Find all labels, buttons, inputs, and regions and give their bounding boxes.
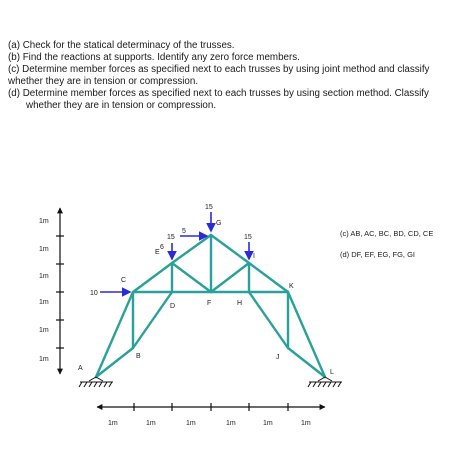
vertical-dim-6: 1m: [39, 356, 49, 363]
node-label-J: J: [276, 354, 280, 361]
node-label-C: C: [121, 277, 127, 284]
horizontal-dim-6: 1m: [301, 420, 311, 427]
node-label-H: H: [237, 300, 243, 307]
section-method-members: (d) DF, EF, EG, FG, GI: [340, 250, 416, 259]
vertical-dim-2: 1m: [39, 246, 49, 253]
member-FI: [211, 263, 249, 292]
load-label-I: 15: [244, 234, 252, 241]
node-label-L: L: [330, 369, 334, 376]
horizontal-dim-2: 1m: [146, 420, 156, 427]
question-b: (b) Find the reactions at supports. Identify any zero force members.: [8, 52, 300, 63]
question-a: (a) Check for the statical determinacy of the trusses.: [8, 40, 235, 51]
question-d-continued: whether they are in tension or compression.: [26, 100, 217, 111]
pin-support-L: [308, 377, 342, 387]
load-label-E: 6: [160, 244, 164, 251]
member-EF: [172, 263, 211, 292]
question-d: (d) Determine member forces as specified next to each trusses by using section method. Classify: [8, 88, 429, 99]
vertical-dim-4: 1m: [39, 299, 49, 306]
vertical-dim-3: 1m: [39, 273, 49, 280]
member-IK: [249, 263, 288, 292]
load-label-C: 10: [90, 290, 98, 297]
horizontal-dim-1: 1m: [108, 420, 118, 427]
horizontal-dimension-line: [97, 403, 325, 411]
vertical-dimension-line: [56, 208, 64, 374]
node-label-K: K: [289, 283, 294, 290]
node-label-G: G: [216, 220, 222, 227]
member-AC: [96, 292, 133, 377]
horizontal-dim-3: 1m: [186, 420, 196, 427]
node-label-I: I: [253, 253, 255, 260]
question-c: (c) Determine member forces as specified next to each trusses by using joint method and classify: [8, 64, 430, 75]
node-label-E: E: [155, 249, 160, 256]
horizontal-dim-5: 1m: [263, 420, 273, 427]
node-label-D: D: [170, 303, 176, 310]
member-CE: [133, 263, 172, 292]
load-label-G: 15: [205, 204, 213, 211]
node-label-B: B: [136, 353, 141, 360]
question-c-continued: whether they are in tension or compression.: [8, 76, 199, 87]
member-KL: [288, 292, 325, 377]
member-BD: [133, 292, 172, 348]
node-label-F: F: [207, 300, 212, 307]
load-label-F-top: 5: [182, 228, 186, 235]
joint-method-members: (c) AB, AC, BC, BD, CD, CE: [340, 229, 434, 238]
member-EG: [172, 235, 211, 263]
horizontal-dim-4: 1m: [226, 420, 236, 427]
node-label-A: A: [78, 365, 83, 372]
vertical-dim-5: 1m: [39, 327, 49, 334]
load-label-F-left: 15: [167, 234, 175, 241]
member-HJ: [249, 292, 288, 348]
pin-support-A: [79, 377, 113, 387]
vertical-dim-1: 1m: [39, 218, 49, 225]
